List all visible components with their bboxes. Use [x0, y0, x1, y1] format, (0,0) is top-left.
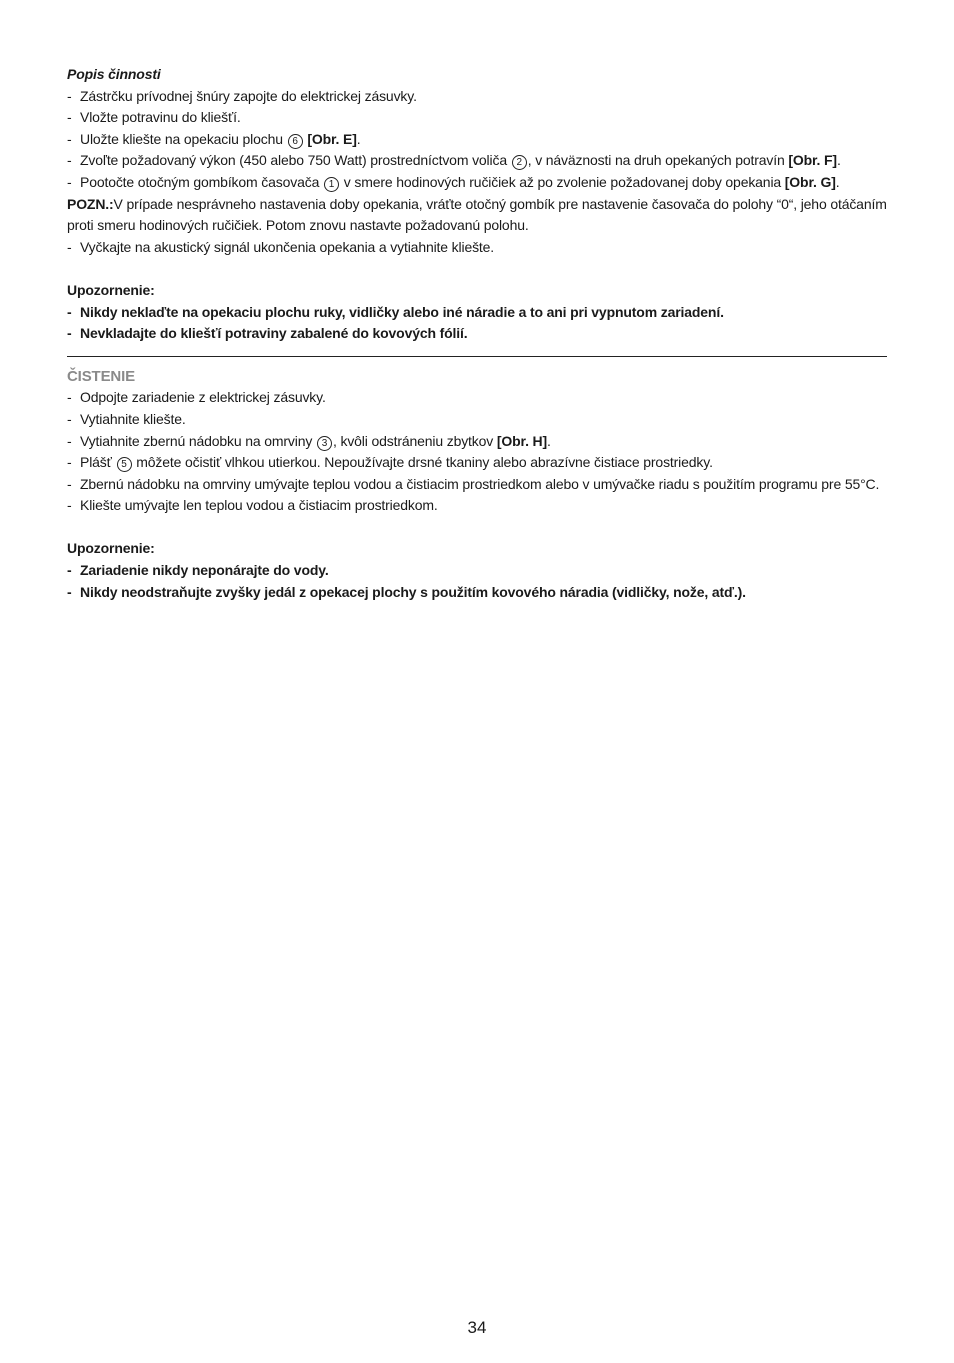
circled-number-1: 1 — [324, 177, 339, 192]
operation-heading: Popis činnosti — [67, 66, 161, 82]
cleaning-warning-2 — [67, 582, 887, 604]
step-text: Kliešte umývajte len teplou vodou a čistiacim prostriedkom. — [80, 497, 438, 514]
punctuation: . — [836, 152, 841, 169]
warning-text: Nevkladajte do kliešťí potraviny zabalené do kovových fólií. — [80, 325, 468, 342]
operation-warning-1 — [67, 302, 887, 324]
step-text: Vytiahnite zbernú nádobku na omrviny — [80, 432, 313, 449]
warning-text: Zariadenie nikdy neponárajte do vody. — [80, 562, 329, 579]
step-text: , v náväznosti na druh opekaných potravín — [527, 152, 785, 169]
step-text: môžete očistiť vlhkou utierkou. Nepoužívajte drsné tkaniny alebo abrazívne čistiace prostriedky. — [136, 454, 713, 471]
step-text: Vytiahnite kliešte. — [80, 410, 186, 427]
punctuation: . — [835, 173, 840, 190]
step-text: Pootočte otočným gombíkom časovača — [80, 173, 320, 190]
warning-text: Nikdy neodstraňujte zvyšky jedál z opekacej plochy s použitím kovového náradia (vidličky, nože, atď.). — [80, 583, 746, 600]
step-text: Odpojte zariadenie z elektrickej zásuvky. — [80, 389, 326, 406]
cleaning-warning-1 — [67, 560, 887, 582]
cleaning-step-2 — [67, 409, 887, 431]
operation-step-3 — [67, 129, 887, 151]
figure-reference: [Obr. H] — [496, 432, 548, 449]
punctuation: . — [356, 130, 361, 147]
operation-step-6 — [67, 237, 887, 259]
figure-reference: [Obr. E] — [307, 130, 357, 147]
cleaning-step-3 — [67, 431, 887, 453]
step-text: v smere hodinových ručičiek až po zvolenie požadovanej doby opekania — [343, 173, 782, 190]
circled-number-3: 3 — [317, 436, 332, 451]
cleaning-warning-heading: Upozornenie: — [67, 540, 155, 557]
operation-step-2 — [67, 107, 887, 129]
step-text: Zbernú nádobku na omrviny umývajte teplou vodou a čistiacim prostriedkom alebo v umývačke riadu s použitím programu pre 55°C. — [80, 475, 880, 492]
circled-number-2: 2 — [512, 155, 527, 170]
punctuation: . — [547, 432, 551, 449]
circled-number-5: 5 — [117, 457, 132, 472]
figure-reference: [Obr. G] — [784, 173, 836, 190]
cleaning-step-4 — [67, 452, 887, 474]
step-text: Zástrčku prívodnej šnúry zapojte do elektrickej zásuvky. — [80, 87, 417, 104]
warning-text: Nikdy neklaďte na opekaciu plochu ruky, vidličky alebo iné náradie a to ani pri vypnutom zariadení. — [80, 303, 724, 320]
note-label: POZN.: — [67, 195, 114, 212]
step-text: Vložte potravinu do kliešťí. — [80, 109, 241, 126]
operation-warning-2 — [67, 323, 887, 345]
step-text: , kvôli odstráneniu zbytkov — [332, 432, 494, 449]
circled-number-6: 6 — [288, 134, 303, 149]
operation-step-1 — [67, 86, 887, 108]
note-text: V prípade nesprávneho nastavenia doby opekania, vráťte otočný gombík pre nastavenie časovača do polohy “0“, jeho otáčaním proti smeru hodinových ručičiek. Potom znovu nastavte požadovanú polohu. — [67, 195, 887, 234]
step-text: Zvoľte požadovaný výkon (450 alebo 750 Watt) prostredníctvom voliča — [80, 152, 507, 169]
cleaning-step-6 — [67, 495, 887, 517]
operation-step-5 — [67, 172, 887, 194]
step-text: Vyčkajte na akustický signál ukončenia opekania a vytiahnite kliešte. — [80, 238, 495, 255]
step-text: Uložte kliešte na opekaciu plochu — [80, 130, 283, 147]
cleaning-step-1 — [67, 387, 887, 409]
step-text: Plášť — [80, 454, 112, 471]
spacer — [67, 517, 887, 539]
page-number: 34 — [467, 1318, 487, 1337]
section-divider — [67, 356, 887, 357]
operation-step-4 — [67, 150, 887, 172]
figure-reference: [Obr. F] — [788, 152, 837, 169]
operation-warning-heading: Upozornenie: — [67, 281, 155, 298]
document-page — [67, 64, 887, 603]
operation-note — [67, 194, 887, 237]
cleaning-step-5 — [67, 474, 887, 496]
cleaning-heading: ČISTENIE — [67, 367, 135, 385]
spacer — [67, 258, 887, 280]
